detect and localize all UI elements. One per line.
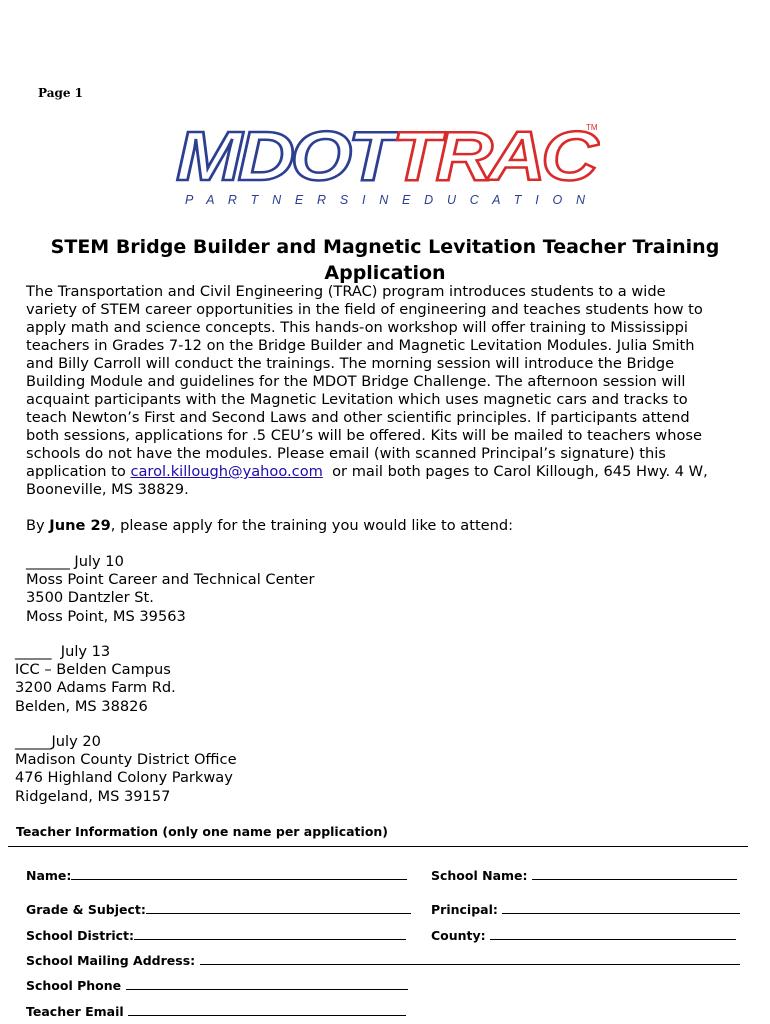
divider [8, 846, 748, 847]
apply-deadline: By June 29, please apply for the training you would like to attend: [26, 517, 514, 534]
mdot-trac-logo [170, 118, 600, 210]
program-description: The Transportation and Civil Engineering (TRAC) program introduces students to a wide variety of STEM career opportunities in the field of engineering and teaches students how to apply math and science concepts. This hands-on workshop will offer training to Mississippi teachers in Grades 7-12 on the Bridge Builder and Magnetic Levitation Modules. Julia Smith and Billy Carroll will conduct the trainings. The morning session will introduce the Bridge Building Module and guidelines for the MDOT Bridge Challenge. The afternoon session will acquaint participants with the Magnetic Levitation which uses magnetic cars and tracks to teach Newton’s First and Second Laws and other scientific principles. If participants attend both sessions, applications for .5 CEU’s will be offered. Kits will be mailed to teachers whose schools do not have the modules. Please email (with scanned Principal’s signature) this application to carol.killough@yahoo.com or mail both pages to Carol Killough, 645 Hwy. 4 W, Booneville, MS 38829. [26, 283, 708, 498]
email-link[interactable]: carol.killough@yahoo.com [130, 463, 323, 480]
session-july-13[interactable]: _____ July 13 ICC – Belden Campus 3200 Adams Farm Rd. Belden, MS 38826 [15, 643, 176, 715]
page-title: STEM Bridge Builder and Magnetic Levitation Teacher Training Application [50, 236, 720, 284]
principal-field[interactable]: Principal: [431, 902, 740, 917]
school-district-field[interactable]: School District: [26, 928, 406, 943]
page-number: Page 1 [38, 86, 84, 100]
grade-subject-field[interactable]: Grade & Subject: [26, 902, 411, 917]
session-july-10[interactable]: ______ July 10 Moss Point Career and Technical Center 3500 Dantzler St. Moss Point, MS 39563 [26, 553, 315, 625]
teacher-info-heading: Teacher Information (only one name per application) [16, 824, 389, 839]
county-field[interactable]: County: [431, 928, 736, 943]
svg-text:MDOTTRAC: MDOT TRAC [176, 118, 571, 195]
school-phone-field[interactable]: School Phone [26, 978, 408, 993]
teacher-email-field[interactable]: Teacher Email [26, 1004, 406, 1019]
school-mailing-address-field[interactable]: School Mailing Address: [26, 953, 740, 968]
session-july-20[interactable]: _____July 20 Madison County District Office 476 Highland Colony Parkway Ridgeland, MS 39157 [15, 733, 237, 805]
svg-text:TM: TM [586, 123, 598, 132]
svg-text:P A R T N E R S I N E D U: P A R T N E R S I N E D U C A T I O N [184, 193, 585, 207]
name-field[interactable]: Name: [26, 868, 407, 883]
school-name-field[interactable]: School Name: [431, 868, 737, 883]
